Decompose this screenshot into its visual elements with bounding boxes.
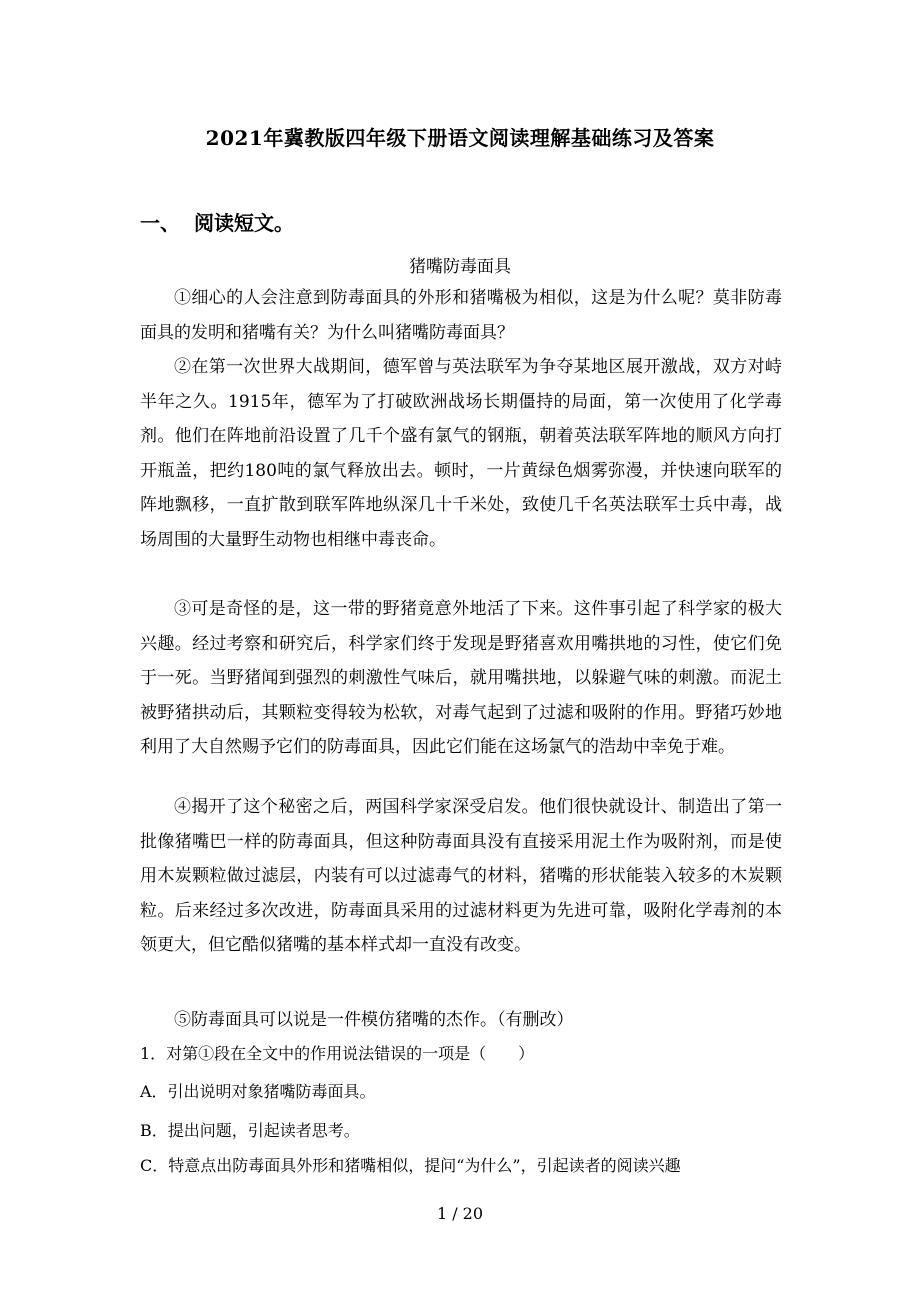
passage-paragraph-2	[140, 350, 782, 558]
section-heading-text: 阅读短文。	[194, 211, 294, 235]
document-title: 2021年冀教版四年级下册语文阅读理解基础练习及答案	[205, 126, 715, 150]
question-1-option-b: B．提出问题，引起读者思考。	[140, 1121, 360, 1140]
section-number: 一、	[140, 211, 180, 235]
passage-paragraph-1	[140, 281, 782, 350]
paragraph-text: ③可是奇怪的是，这一带的野猪竟意外地活了下来。这件事引起了科学家的极大兴趣。经过考察和研究后，科学家们终于发现是野猪喜欢用嘴拱地的习性，使它们免于一死。当野猪闻到强烈的刺激性气味后，就用嘴拱地，以躲避气味的刺激。而泥土被野猪拱动后，其颗粒变得较为松软，对毒气起到了过滤和吸附的作用。野猪巧妙地利用了大自然赐予它们的防毒面具，因此它们能在这场氯气的浩劫中幸免于难。	[140, 599, 782, 758]
paragraph-text: ⑤防毒面具可以说是一件模仿猪嘴的杰作。（有删改）	[174, 1010, 574, 1030]
passage-paragraph-3	[140, 592, 782, 765]
passage-paragraph-4	[140, 790, 782, 963]
question-1-option-a: A．引出说明对象猪嘴防毒面具。	[140, 1082, 376, 1101]
question-1-option-c: C．特意点出防毒面具外形和猪嘴相似，提问“为什么”，引起读者的阅读兴趣	[140, 1156, 681, 1175]
passage-title: 猪嘴防毒面具	[409, 257, 511, 277]
question-1: 1．对第①段在全文中的作用说法错误的一项是（ ）	[140, 1044, 535, 1063]
passage-paragraph-5	[140, 1003, 782, 1038]
paragraph-text: ①细心的人会注意到防毒面具的外形和猪嘴极为相似，这是为什么呢？莫非防毒面具的发明和猪嘴有关？为什么叫猪嘴防毒面具？	[140, 288, 782, 343]
paragraph-text: ②在第一次世界大战期间，德军曾与英法联军为争夺某地区展开激战，双方对峙半年之久。1915年，德军为了打破欧洲战场长期僵持的局面，第一次使用了化学毒剂。他们在阵地前沿设置了几千个盛有氯气的钢瓶，朝着英法联军阵地的顺风方向打开瓶盖，把约180吨的氯气释放出去。顿时，一片黄绿色烟雾弥漫，并快速向联军的阵地飘移，一直扩散到联军阵地纵深几十千米处，致使几千名英法联军士兵中毒，战场周围的大量野生动物也相继中毒丧命。	[140, 357, 782, 550]
page-number: 1 / 20	[436, 1204, 484, 1223]
section-heading	[140, 207, 294, 236]
paragraph-text: ④揭开了这个秘密之后，两国科学家深受启发。他们很快就设计、制造出了第一批像猪嘴巴一样的防毒面具，但这种防毒面具没有直接采用泥土作为吸附剂，而是使用木炭颗粒做过滤层，内装有可以过滤毒气的材料，猪嘴的形状能装入较多的木炭颗粒。后来经过多次改进，防毒面具采用的过滤材料更为先进可靠，吸附化学毒剂的本领更大，但它酷似猪嘴的基本样式却一直没有改变。	[140, 797, 782, 956]
